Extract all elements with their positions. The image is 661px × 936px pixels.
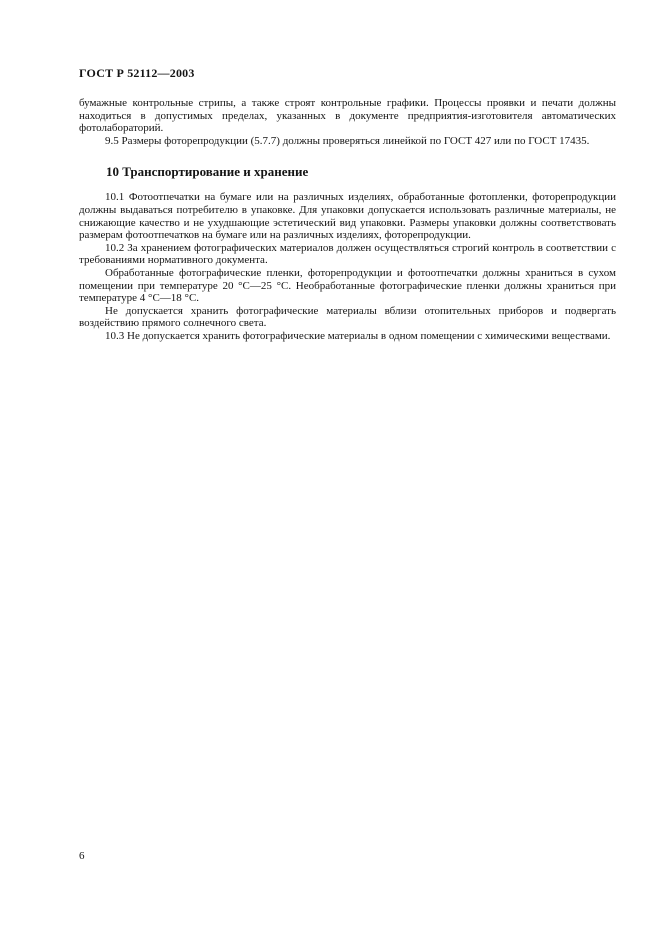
page-body	[79, 97, 616, 343]
document-header: ГОСТ Р 52112—2003	[79, 66, 195, 80]
paragraph-10-3: 10.3 Не допускается хранить фотографические материалы в одном помещении с химическими веществами.	[105, 329, 611, 342]
paragraph-continuation: бумажные контрольные стрипы, а также строят контрольные графики. Процессы проявки и печати должны находиться в допустимых пределах, указанных в документе предприятия-изготовителя автоматических фотолабораторий.	[79, 97, 616, 135]
paragraph-10-1: 10.1 Фотоотпечатки на бумаге или на различных изделиях, обработанные фотопленки, фоторепродукции должны выдаваться потребителю в упаковке. Для упаковки допускается использовать различные материалы, не снижающие качество и не ухудшающие эстетический вид упаковки. Размеры упаковки должны соответствовать размерам фотоотпечатков на бумаге или на различных изделиях, фоторепродукции.	[79, 191, 616, 242]
section-heading: 10 Транспортирование и хранение	[106, 164, 309, 180]
paragraph-9-5: 9.5 Размеры фоторепродукции (5.7.7) должны проверяться линейкой по ГОСТ 427 или по ГОСТ 17435.	[105, 134, 590, 147]
paragraph-storage-temperature: Обработанные фотографические пленки, фоторепродукции и фотоотпечатки должны храниться в сухом помещении при температуре 20 °С—25 °С. Необработанные фотографические пленки должны храниться при температуре 4 °С—18 °С.	[79, 266, 616, 305]
paragraph-10-2: 10.2 За хранением фотографических материалов должен осуществляться строгий контроль в соответствии с требованиями нормативного документа.	[79, 241, 616, 267]
page-number: 6	[79, 850, 85, 862]
paragraph-heating-restriction: Не допускается хранить фотографические материалы вблизи отопительных приборов и подвергать воздействию прямого солнечного света.	[79, 304, 616, 330]
